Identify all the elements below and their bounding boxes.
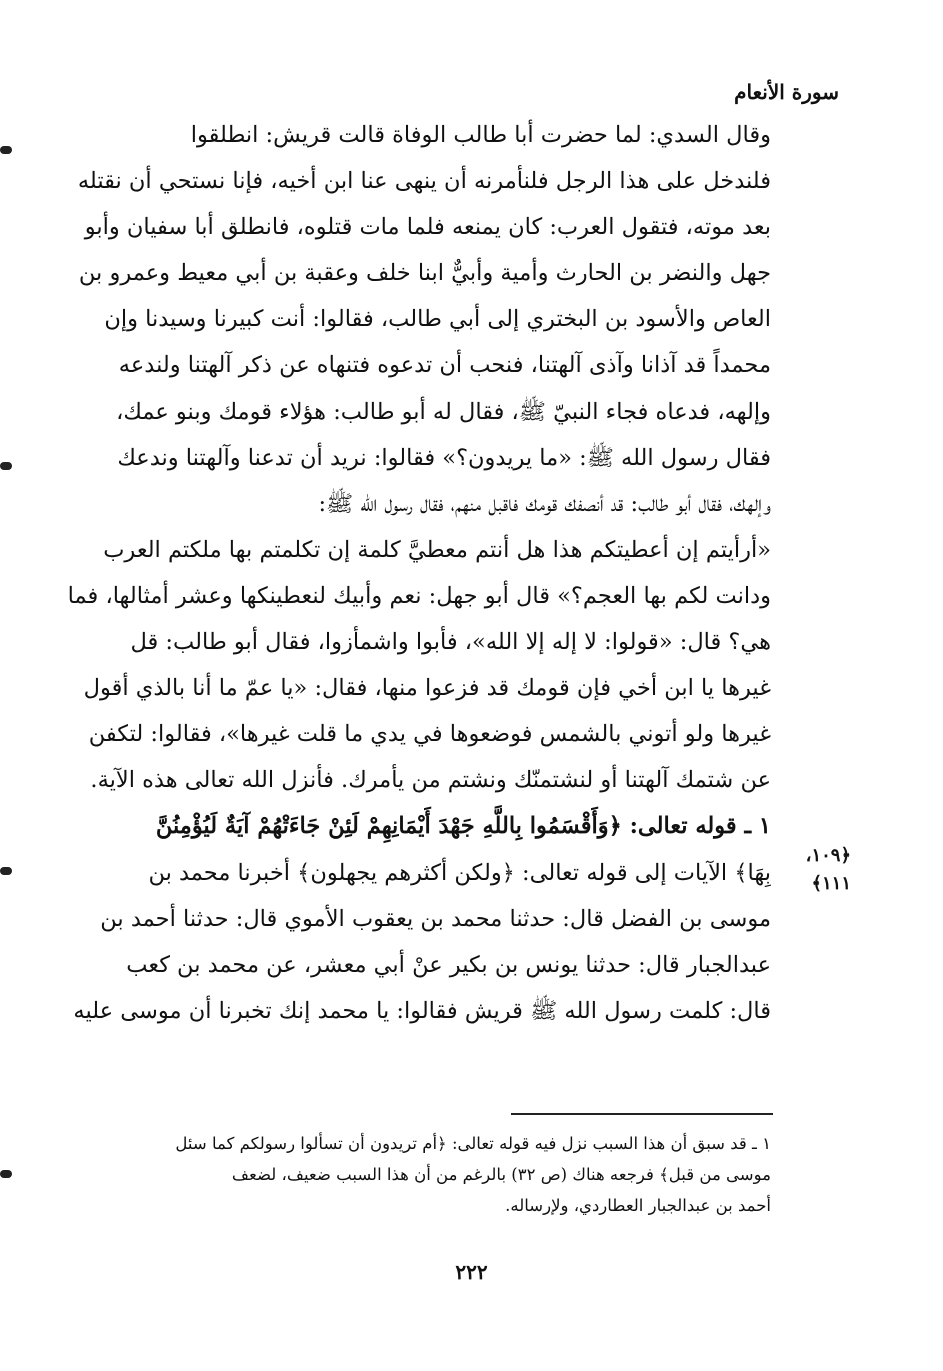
text-line: غيرها يا ابن أخي فإن قومك قد فزعوا منها، فقال: «يا عمّ ما أنا بالذي أقول <box>83 675 771 702</box>
page-header-title: سورة الأنعام <box>734 80 839 104</box>
text-line: جهل والنضر بن الحارث وأمية وأبيٌّ ابنا خلف وعقبة بن أبي معيط وعمرو بن <box>78 260 771 287</box>
scan-edge-mark <box>0 1170 12 1178</box>
text-line: فقال رسول الله ﷺ: «ما يريدون؟» فقالوا: نريد أن تدعنا وآلهتنا وندعك <box>117 444 771 471</box>
text-line: موسى بن الفضل قال: حدثنا محمد بن يعقوب الأموي قال: حدثنا أحمد بن <box>100 905 771 932</box>
text-line: فلندخل على هذا الرجل فلنأمرنه أن ينهى عنا ابن أخيه، فإنا نستحي أن نقتله <box>77 168 771 195</box>
verse-reference-line: ﴿١٠٩، <box>805 845 851 866</box>
text-line: غيرها ولو أتوني بالشمس فوضعوها في يدي ما قلت غيرها»، فقالوا: لتكفن <box>88 721 771 748</box>
page-number: ٢٢٢ <box>455 1260 488 1284</box>
text-line: قال: كلمت رسول الله ﷺ قريش فقالوا: يا محمد إنك تخبرنا أن موسى عليه <box>73 997 771 1024</box>
text-line: هي؟ قال: «قولوا: لا إله إلا الله»، فأبوا واشمأزوا، فقال أبو طالب: قل <box>130 629 771 656</box>
text-line: بِهَا﴾ الآيات إلى قوله تعالى: ﴿ولكن أكثرهم يجهلون﴾ أخبرنا محمد بن <box>148 859 771 886</box>
text-line: ودانت لكم بها العجم؟» قال أبو جهل: نعم وأبيك لنعطينكها وعشر أمثالها، فما <box>68 582 771 609</box>
footnote-line: أحمد بن عبدالجبار العطاردي، ولإرساله. <box>505 1196 771 1215</box>
text-line: «أرأيتم إن أعطيتكم هذا هل أنتم معطيَّ كلمة إن تكلمتم بها ملكتم العرب <box>103 536 771 563</box>
text-line: وإلهك، فقال أبو طالب: قد أنصفك قومك فاقبل منهم، فقال رسول الله ﷺ: <box>318 490 771 517</box>
scan-edge-mark <box>0 462 12 470</box>
text-line: العاص والأسود بن البختري إلى أبي طالب، فقالوا: أنت كبيرنا وسيدنا وإن <box>104 306 771 333</box>
footnotes <box>94 1128 771 1221</box>
footnote-divider <box>511 1113 773 1115</box>
section-heading-verse: ١ ـ قوله تعالى: ﴿وَأَقْسَمُوا بِاللَّهِ جَهْدَ أَيْمَانِهِمْ لَئِنْ جَاءَتْهُمْ آيَةٌ لَيُؤْمِنُنَّ <box>155 813 771 840</box>
footnote-line: موسى من قبل﴾ فرجعه هناك (ص ٣٢) بالرغم من أن هذا السبب ضعيف، لضعف <box>231 1165 771 1184</box>
scan-edge-mark <box>0 867 12 875</box>
verse-reference-margin <box>806 842 851 898</box>
text-line: عن شتمك آلهتنا أو لنشتمنّك ونشتم من يأمرك. فأنزل الله تعالى هذه الآية. <box>90 767 771 794</box>
main-text <box>68 112 771 1034</box>
text-line: بعد موته، فتقول العرب: كان يمنعه فلما مات قتلوه، فانطلق أبا سفيان وأبو <box>84 214 771 241</box>
text-line: وإلهه، فدعاه فجاء النبيّ ﷺ، فقال له أبو طالب: هؤلاء قومك وبنو عمك، <box>116 398 771 425</box>
text-line: عبدالجبار قال: حدثنا يونس بن بكير عنْ أبي معشر، عن محمد بن كعب <box>126 951 771 978</box>
scan-edge-mark <box>0 146 12 154</box>
footnote-line: ١ ـ قد سبق أن هذا السبب نزل فيه قوله تعالى: ﴿أم تريدون أن تسألوا رسولكم كما سئل <box>175 1134 771 1153</box>
text-line: وقال السدي: لما حضرت أبا طالب الوفاة قالت قريش: انطلقوا <box>190 122 771 148</box>
text-line: محمداً قد آذانا وآذى آلهتنا، فنحب أن تدعوه فتنهاه عن ذكر آلهتنا ولندعه <box>118 352 771 379</box>
verse-reference-line: ١١١﴾ <box>811 873 851 894</box>
